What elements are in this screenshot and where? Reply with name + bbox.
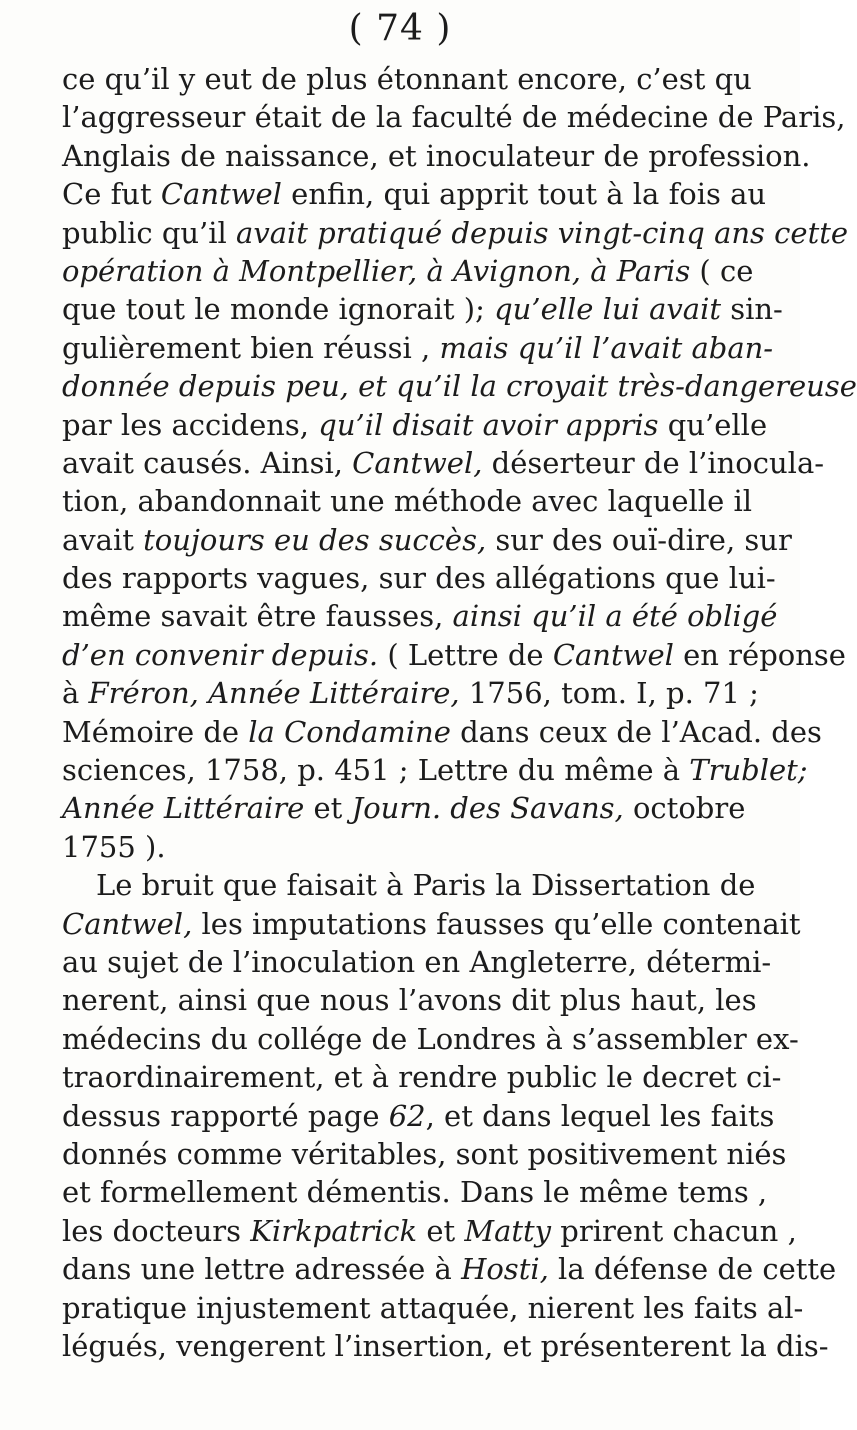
text-segment: nerent, ainsi que nous l’avons dit plus haut, les xyxy=(62,983,757,1018)
text-segment: donnés comme véritables, sont positivement niés xyxy=(62,1136,787,1171)
text-line xyxy=(62,444,825,482)
text-segment: dans une lettre adressée à xyxy=(62,1252,462,1287)
text-segment: , et dans lequel les faits xyxy=(425,1098,775,1133)
text-segment: 1755 ). xyxy=(62,829,166,864)
italic-segment: Cantwel, xyxy=(62,906,193,941)
text-line xyxy=(62,367,857,405)
italic-segment: Hosti, xyxy=(461,1252,549,1287)
text-segment: avait causés. Ainsi, xyxy=(62,445,353,480)
italic-segment: Kirkpatrick xyxy=(250,1213,418,1248)
text-line xyxy=(62,1250,837,1288)
text-segment: Mémoire de xyxy=(62,714,249,749)
text-segment: ( Lettre de xyxy=(378,637,553,672)
text-line xyxy=(62,329,784,367)
text-segment: que tout le monde ignorait ); xyxy=(62,292,495,327)
text-segment: les docteurs xyxy=(62,1213,251,1248)
text-segment: public qu’il xyxy=(62,215,237,250)
text-line xyxy=(62,1135,787,1173)
text-line xyxy=(62,98,846,136)
text-line xyxy=(62,1097,784,1135)
text-segment: pratique injustement attaquée, nierent les faits al- xyxy=(62,1290,804,1325)
italic-segment: toujours eu des succès, xyxy=(143,522,487,557)
italic-segment: Cantwel xyxy=(160,177,282,212)
italic-segment: Cantwel xyxy=(552,637,674,672)
text-segment: sciences, 1758, p. 451 ; Lettre du même à xyxy=(62,753,690,788)
text-segment: et formellement démentis. Dans le même tems , xyxy=(62,1175,768,1210)
text-line xyxy=(62,175,784,213)
text-line xyxy=(62,252,784,290)
text-line xyxy=(62,905,801,943)
italic-segment: qu’il disait avoir appris xyxy=(318,407,659,442)
text-segment: ce qu’il y eut de plus étonnant encore, c’est qu xyxy=(62,62,752,96)
text-segment: ( ce xyxy=(690,253,754,288)
text-line xyxy=(62,521,792,559)
text-segment: au sujet de l’inoculation en Angleterre, détermi- xyxy=(62,944,772,979)
italic-segment: Cantwel, xyxy=(352,445,483,480)
text-line xyxy=(62,60,784,98)
italic-segment: avait pratiqué depuis vingt-cinq ans cette xyxy=(236,215,849,250)
text-segment: dessus rapporté page xyxy=(62,1098,389,1133)
text-segment: gulièrement bien réussi , xyxy=(62,330,440,365)
text-segment: et xyxy=(304,791,352,826)
text-line xyxy=(62,943,784,981)
text-segment: 1756, tom. I, p. 71 ; xyxy=(459,676,759,711)
text-line xyxy=(62,674,784,712)
text-segment: légués, vengerent l’insertion, et présenterent la dis- xyxy=(62,1328,829,1363)
text-segment: même savait être fausses, xyxy=(62,599,453,634)
text-segment: par les accidens, xyxy=(62,407,319,442)
text-segment: prirent chacun , xyxy=(551,1213,797,1248)
italic-segment: 62 xyxy=(388,1098,426,1133)
text-segment: l’aggresseur était de la faculté de médecine de Paris, xyxy=(62,100,846,135)
text-segment: des rapports vagues, sur des allégations que lui- xyxy=(62,561,776,596)
text-line xyxy=(62,789,784,827)
text-line xyxy=(62,406,784,444)
text-line xyxy=(62,828,784,866)
text-segment: Anglais de naissance, et inoculateur de profession. xyxy=(62,138,811,173)
italic-segment: d’en convenir depuis. xyxy=(62,637,379,672)
italic-segment: qu’elle lui avait xyxy=(494,292,721,327)
page-number: ( 74 ) xyxy=(348,8,452,49)
italic-segment: Journ. des Savans, xyxy=(351,791,624,826)
text-line xyxy=(62,1173,784,1211)
text-segment: à xyxy=(62,676,89,711)
italic-segment: Matty xyxy=(464,1213,552,1248)
text-segment: tion, abandonnait une méthode avec laquelle il xyxy=(62,484,753,519)
italic-segment: Fréron, Année Littéraire, xyxy=(88,676,460,711)
text-line xyxy=(62,137,811,175)
italic-segment: Trublet; xyxy=(689,753,808,788)
text-line xyxy=(62,559,784,597)
italic-segment: ainsi qu’il a été obligé xyxy=(452,599,778,634)
text-line xyxy=(62,1212,797,1250)
text-segment: avait xyxy=(62,522,144,557)
italic-segment: Année Littéraire xyxy=(62,791,305,826)
text-segment: sur des ouï-dire, sur xyxy=(486,522,792,557)
text-line xyxy=(62,751,808,789)
italic-segment: donnée depuis peu, et qu’il la croyait très-dangereuse xyxy=(62,369,857,404)
text-segment: enfin, qui apprit tout à la fois au xyxy=(281,177,767,212)
text-segment: dans ceux de l’Acad. des xyxy=(450,714,822,749)
text-segment: en réponse xyxy=(673,637,846,672)
text-line xyxy=(62,636,846,674)
text-line xyxy=(62,713,822,751)
text-segment: octobre xyxy=(623,791,746,826)
text-line xyxy=(62,214,849,252)
text-line xyxy=(62,1058,784,1096)
text-line xyxy=(62,1289,804,1327)
text-segment: sin- xyxy=(721,292,783,327)
text-line xyxy=(62,981,784,1019)
text-segment: qu’elle xyxy=(658,407,768,442)
text-segment: déserteur de l’inocula- xyxy=(482,445,825,480)
text-line xyxy=(62,290,784,328)
text-line xyxy=(62,1020,799,1058)
text-line xyxy=(62,597,784,635)
italic-segment: la Condamine xyxy=(248,714,451,749)
body-text xyxy=(62,60,857,1365)
text-segment: et xyxy=(417,1213,465,1248)
text-segment: médecins du collége de Londres à s’assembler ex- xyxy=(62,1021,799,1056)
text-line xyxy=(62,866,784,904)
text-segment: Le bruit que faisait à Paris la Dissertation de xyxy=(96,868,756,903)
text-line xyxy=(62,1327,829,1365)
text-segment: traordinairement, et à rendre public le decret ci- xyxy=(62,1060,782,1095)
text-line xyxy=(62,482,784,520)
italic-segment: opération à Montpellier, à Avignon, à Paris xyxy=(62,253,691,288)
italic-segment: mais qu’il l’avait aban- xyxy=(439,330,774,365)
text-segment: Ce fut xyxy=(62,177,161,212)
text-segment: les imputations fausses qu’elle contenait xyxy=(192,906,801,941)
text-segment: la défense de cette xyxy=(548,1252,837,1287)
